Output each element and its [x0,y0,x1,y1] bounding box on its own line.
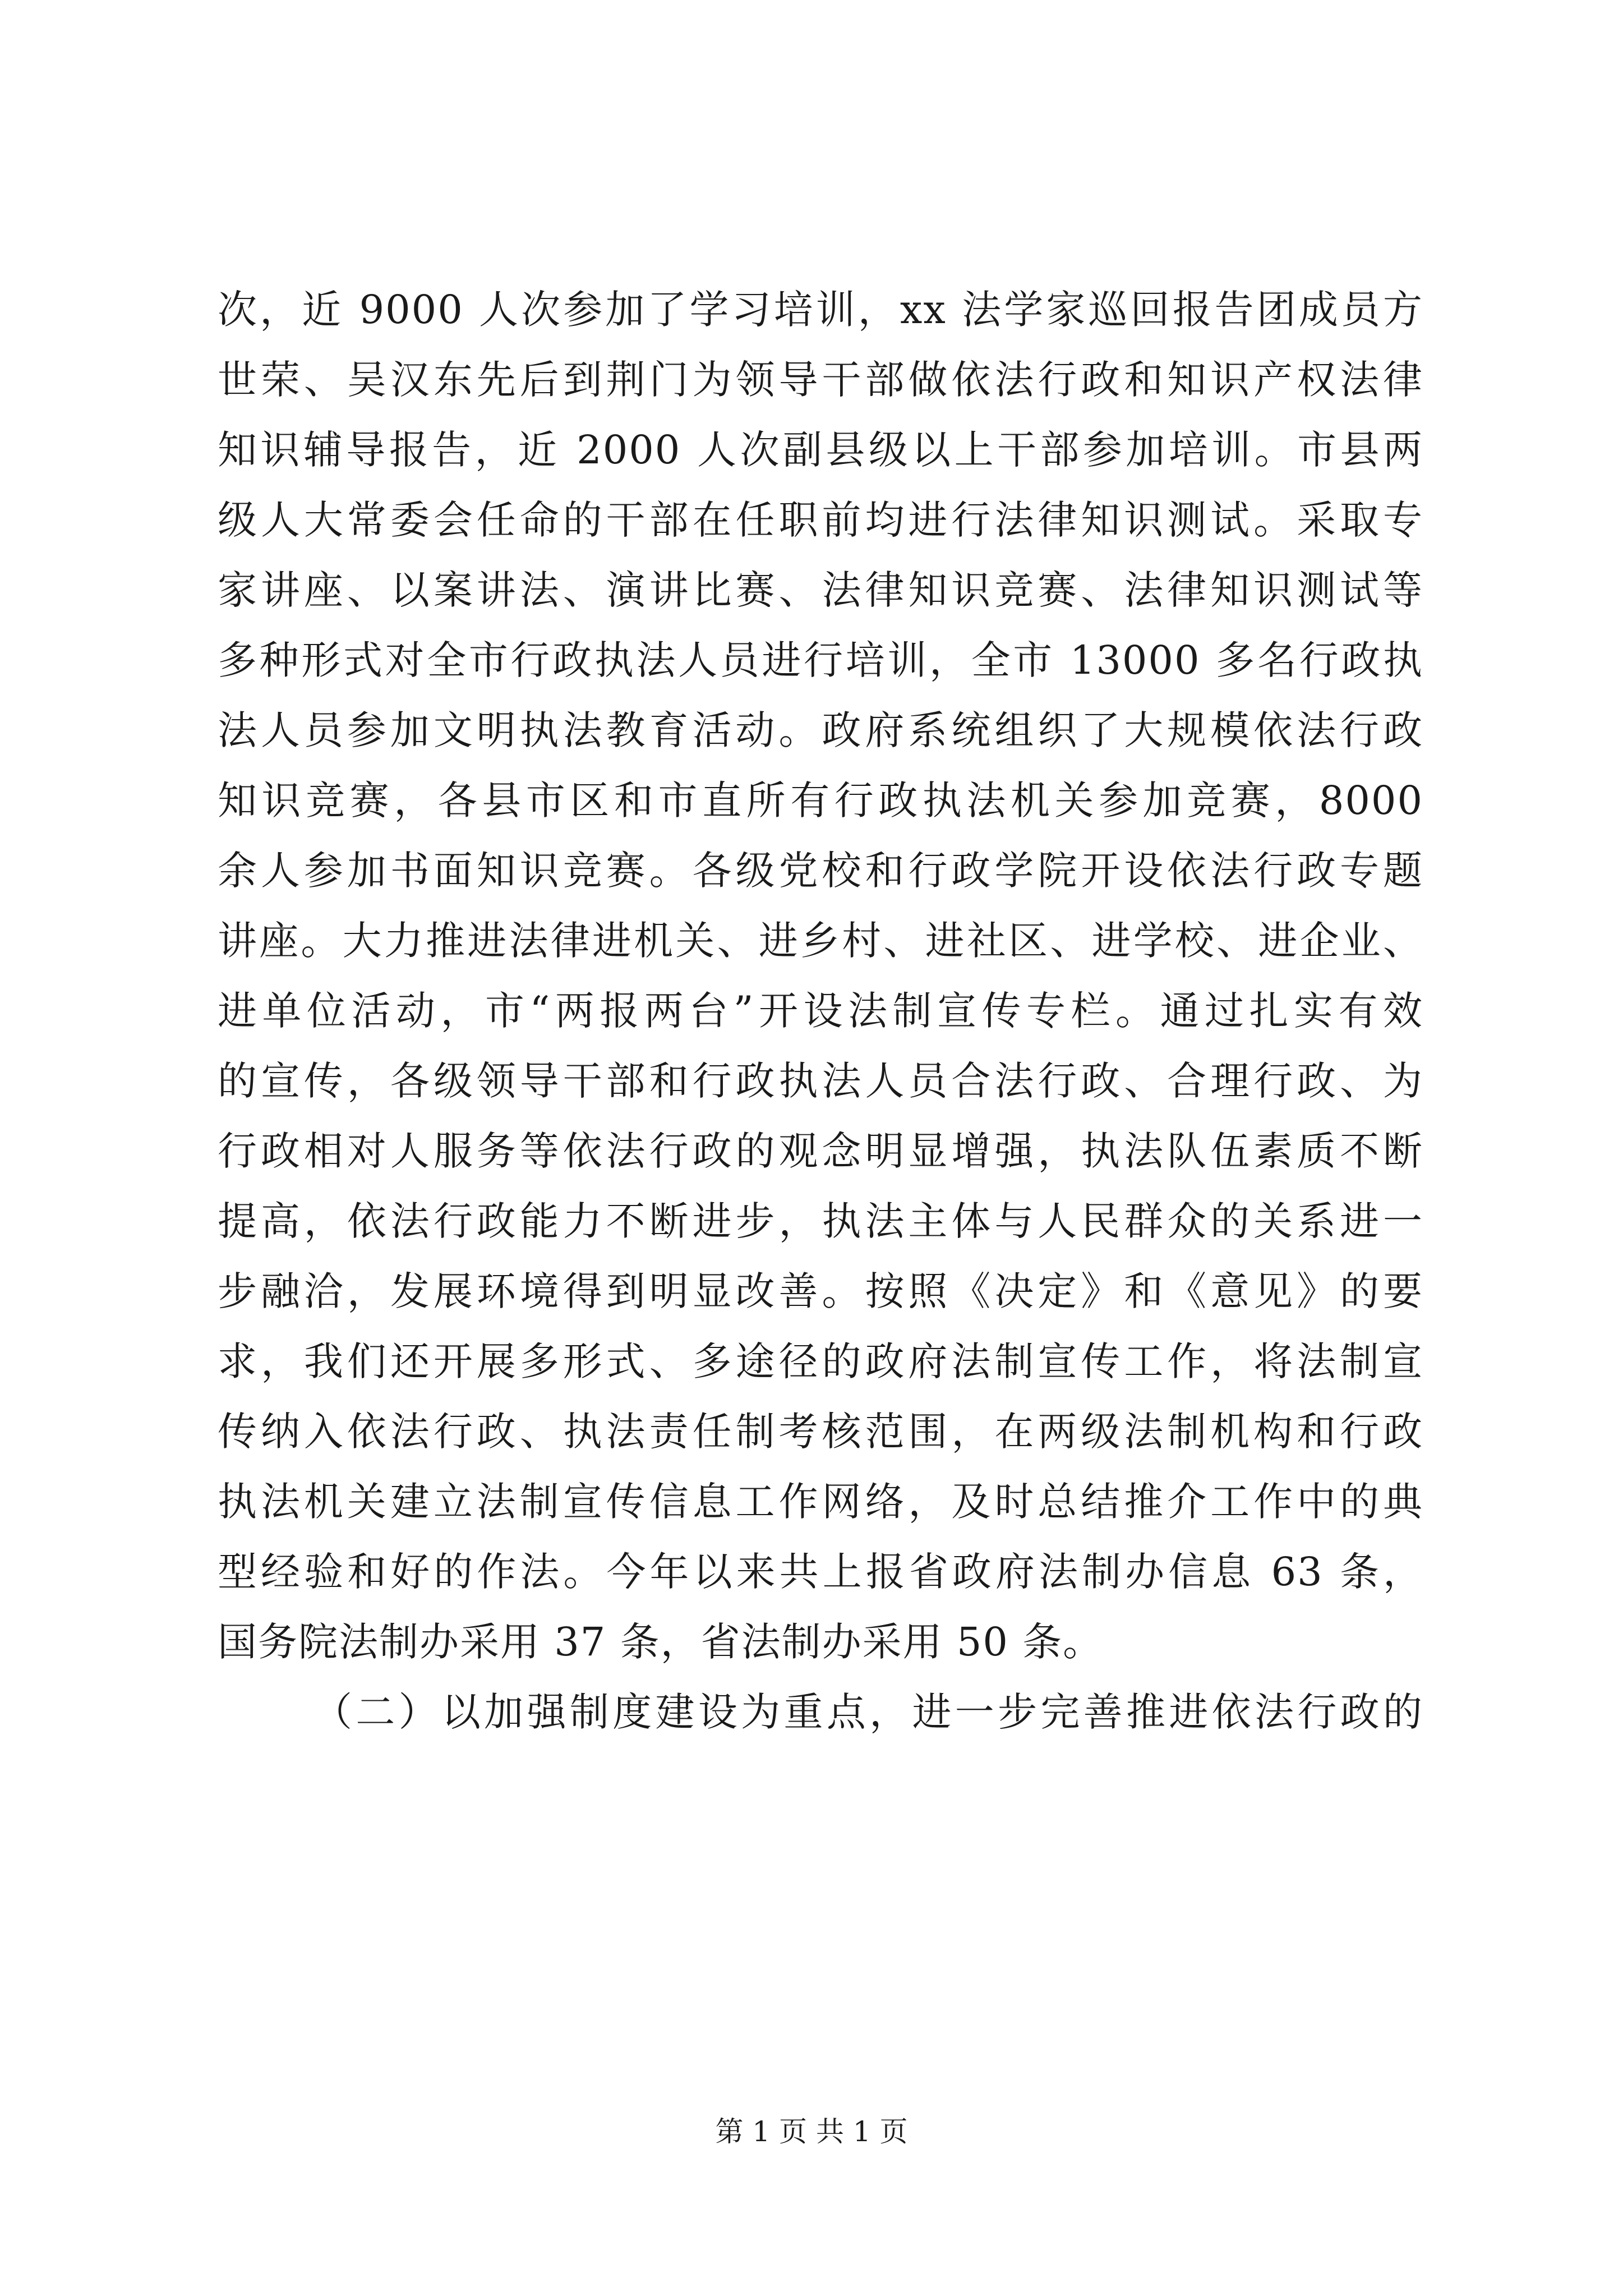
paragraph-line: 的宣传，各级领导干部和行政执法人员合法行政、合理行政、为 [218,1058,1423,1104]
body-text [218,275,1423,1747]
paragraph-line: 知识竞赛，各县市区和市直所有行政执法机关参加竞赛，8000 [218,777,1423,823]
paragraph-line: 行政相对人服务等依法行政的观念明显增强，执法队伍素质不断 [218,1128,1423,1174]
paragraph-line: 多种形式对全市行政执法人员进行培训，全市 13000 多名行政执 [218,637,1423,683]
paragraph-line: 家讲座、以案讲法、演讲比赛、法律知识竞赛、法律知识测试等 [218,567,1423,613]
paragraph-line: 法人员参加文明执法教育活动。政府系统组织了大规模依法行政 [218,707,1423,753]
paragraph-line: 进单位活动，市“两报两台”开设法制宣传专栏。通过扎实有效 [218,988,1423,1034]
paragraph-line: 型经验和好的作法。今年以来共上报省政府法制办信息 63 条， [218,1549,1423,1595]
paragraph-line: 知识辅导报告，近 2000 人次副县级以上干部参加培训。市县两 [218,427,1423,473]
paragraph-line: 传纳入依法行政、执法责任制考核范围，在两级法制机构和行政 [218,1409,1423,1455]
paragraph-line: 世荣、吴汉东先后到荆门为领导干部做依法行政和知识产权法律 [218,357,1423,403]
paragraph-line: 步融洽，发展环境得到明显改善。按照《决定》和《意见》的要 [218,1268,1423,1314]
paragraph-line: 求，我们还开展多形式、多途径的政府法制宣传工作，将法制宣 [218,1338,1423,1384]
section-heading-line: （二）以加强制度建设为重点，进一步完善推进依法行政的 [313,1689,1423,1735]
page-footer: 第 1 页 共 1 页 [715,2115,908,2148]
paragraph-line: 执法机关建立法制宣传信息工作网络，及时总结推介工作中的典 [218,1479,1423,1525]
paragraph-line: 讲座。大力推进法律进机关、进乡村、进社区、进学校、进企业、 [218,918,1423,964]
paragraph-line: 提高，依法行政能力不断进步，执法主体与人民群众的关系进一 [218,1198,1423,1244]
paragraph-line: 级人大常委会任命的干部在任职前均进行法律知识测试。采取专 [218,497,1423,543]
paragraph-line: 余人参加书面知识竞赛。各级党校和行政学院开设依法行政专题 [218,848,1423,894]
paragraph-line: 次，近 9000 人次参加了学习培训，xx 法学家巡回报告团成员方 [218,287,1423,333]
paragraph-line: 国务院法制办采用 37 条，省法制办采用 50 条。 [218,1619,1104,1665]
